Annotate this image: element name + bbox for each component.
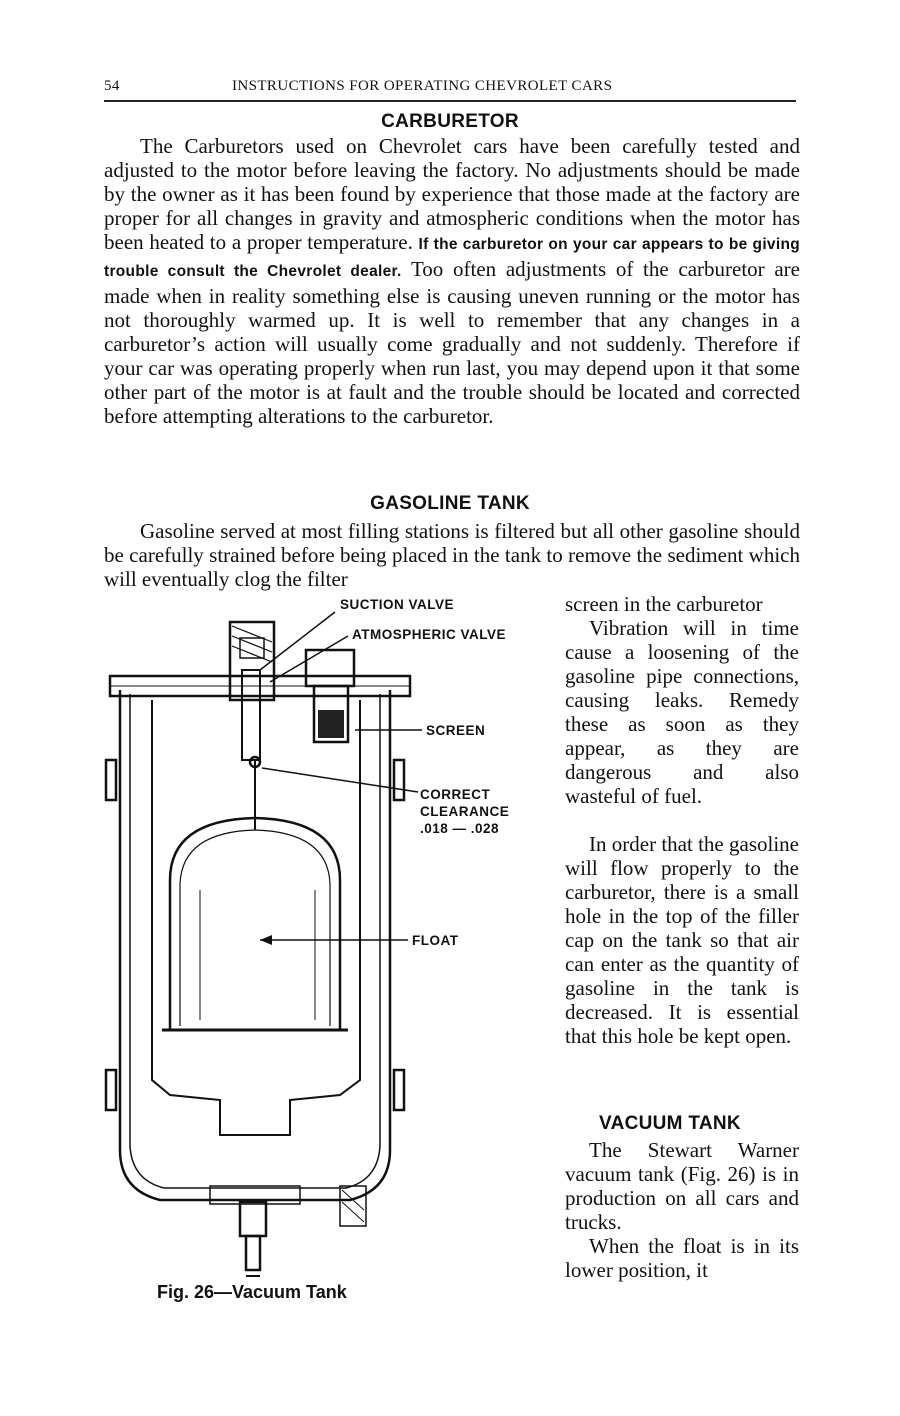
filler-cap-paragraph: In order that the gasoline will flow properly to the carburetor, there is a small hole in the top of the filler cap on the tank so that air can enter as the quantity of gasoline in the tank is decreased. It is essential that this hole be kept open. xyxy=(565,832,799,1048)
vacuum-tank-diagram xyxy=(100,590,560,1290)
heading-vacuum-tank: VACUUM TANK xyxy=(599,1113,741,1134)
running-head-title: INSTRUCTIONS FOR OPERATING CHEVROLET CARS xyxy=(232,78,613,94)
running-head xyxy=(104,78,796,102)
gasoline-tank-continuation: screen in the carburetor xyxy=(565,592,763,616)
label-correct-clearance: CORRECT CLEARANCE .018 — .028 xyxy=(420,787,510,836)
vacuum-tank-figure xyxy=(100,590,560,1290)
vibration-paragraph: Vibration will in time cause a loosening of the gasoline pipe connections, causing leaks. Remedy these as soon as they appear, as they are dangerous and also wasteful of fuel. xyxy=(565,616,799,808)
figure-caption: Fig. 26—Vacuum Tank xyxy=(157,1282,347,1302)
heading-gasoline-tank: GASOLINE TANK xyxy=(370,493,530,514)
label-suction-valve: SUCTION VALVE xyxy=(340,597,455,612)
gasoline-tank-paragraph: Gasoline served at most filling stations is filtered but all other gasoline should be carefully strained before being placed in the tank to remove the sediment which will eventually clog the filter xyxy=(104,519,800,591)
page-number: 54 xyxy=(104,78,120,94)
label-screen: SCREEN xyxy=(426,723,486,738)
label-atmospheric-valve: ATMOSPHERIC VALVE xyxy=(352,627,507,642)
label-float: FLOAT xyxy=(412,933,459,948)
float-position-paragraph: When the float is in its lower position, it xyxy=(565,1234,799,1282)
carburetor-paragraph: The Carburetors used on Chevrolet cars have been carefully tested and adjusted to the motor before leaving the factory. No adjustments should be made by the owner as it has been found by experience that those made at the factory are proper for all changes in gravity and atmospheric conditions when the motor has been heated to a proper temperature. If the carburetor on your car appears to be giving trouble consult the Chevrolet dealer. Too often adjustments of the carburetor are made when in reality something else is causing uneven running or the motor has not thoroughly warmed up. It is well to remember that any changes in a carburetor’s action will usually come gradually and not suddenly. Therefore if your car was operating properly when run last, you may depend upon it that some other part of the motor is at fault and the trouble should be located and corrected before attempting alterations to the carburetor. xyxy=(104,134,800,428)
carburetor-bold-note: If the carburetor on your car appears to be giving trouble consult the Chevrolet dealer. xyxy=(104,236,800,280)
vacuum-tank-paragraph: The Stewart Warner vacuum tank (Fig. 26) is in production on all cars and trucks. xyxy=(565,1138,799,1234)
heading-carburetor: CARBURETOR xyxy=(381,111,519,132)
